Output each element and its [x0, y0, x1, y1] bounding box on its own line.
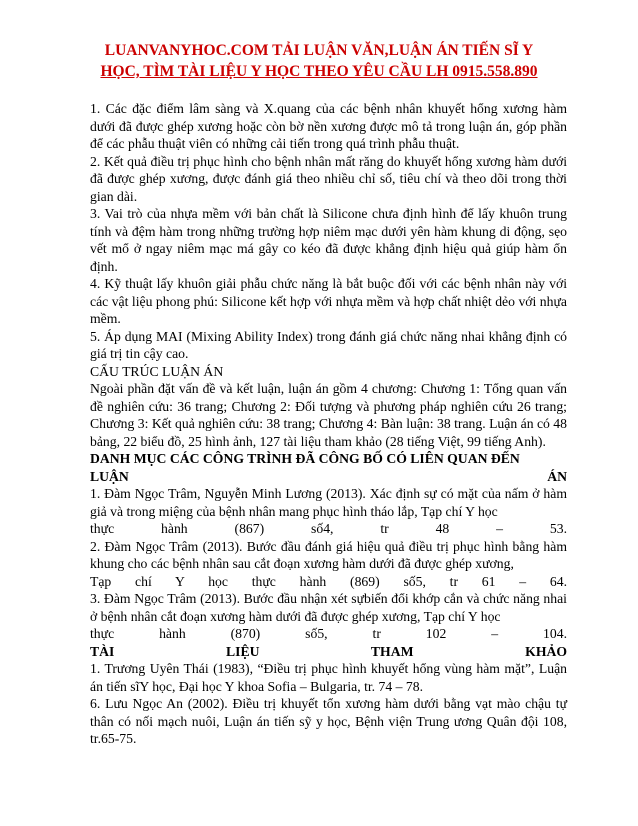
- site-header: [60, 40, 578, 82]
- publication-2-last-line: Tạp chí Y học thực hành (869) số5, tr 61 – 64.: [90, 573, 567, 589]
- publication-1: [90, 485, 567, 520]
- publications-heading-line-2: LUẬN ÁN: [90, 468, 567, 484]
- document-body: [90, 100, 567, 748]
- conclusion-5: 5. Áp dụng MAI (Mixing Ability Index) trong đánh giá chức năng nhai khẳng định có giá trị tin cậy cao.: [90, 328, 567, 361]
- publications-heading-line-1: DANH MỤC CÁC CÔNG TRÌNH ĐÃ CÔNG BỐ CÓ LIÊN QUAN ĐẾN: [90, 451, 520, 466]
- publication-3: [90, 590, 567, 625]
- reference-1: 1. Trương Uyên Thái (1983), “Điều trị phục hình khuyết hổng vùng hàm mặt”, Luận án tiến sĩY học, Đại học Y khoa Sofia – Bulgaria, tr. 74 – 78.: [90, 661, 567, 694]
- header-line-1: LUANVANYHOC.COM TẢI LUẬN VĂN,LUẬN ÁN TIẾN SĨ Y: [104, 42, 534, 59]
- reference-6: 6. Lưu Ngọc An (2002). Điều trị khuyết tổn xương hàm dưới bằng vạt mào chậu tự thân có nối mạch nuôi, Luận án tiến sỹ y học, Bệnh viện Trung ương Quân đội 108, tr.65-75.: [90, 696, 567, 746]
- conclusion-1: 1. Các đặc điểm lâm sàng và X.quang của các bệnh nhân khuyết hổng xương hàm dưới đã được ghép xương hoặc còn bờ nền xương được mô tả trong luận án, góp phần để các phẫu thuật viên có những cải tiến trong quá trình phẫu thuật.: [90, 101, 567, 151]
- publication-2: [90, 538, 567, 573]
- publication-2-text: 2. Đàm Ngọc Trâm (2013). Bước đầu đánh giá hiệu quả điều trị phục hình bằng hàm khung cho các bệnh nhân sau cắt đoạn xương hàm dưới đã được ghép xương,: [90, 538, 567, 571]
- publication-1-last-line: thực hành (867) số4, tr 48 – 53.: [90, 521, 567, 536]
- conclusion-3: 3. Vai trò của nhựa mềm với bản chất là Silicone chưa định hình để lấy khuôn trung tính và đệm hàm trong những trường hợp niêm mạc dưới yên hàm khung di động, sẹo vết mổ ở ngay niêm mạc má gây co kéo đã được khẳng định hiệu quả giúp hàm ổn định.: [90, 206, 567, 274]
- references-heading: TÀI LIỆU THAM KHẢO: [90, 643, 567, 659]
- header-line-2: HỌC, TÌM TÀI LIỆU Y HỌC THEO YÊU CẦU LH 0915.558.890: [100, 63, 538, 80]
- conclusion-4: 4. Kỹ thuật lấy khuôn giải phẫu chức năng là bắt buộc đối với các bệnh nhân này với các vật liệu phong phú: Silicone kết hợp với nhựa mềm và hợp chất nhiệt dẻo với nhựa mềm.: [90, 276, 567, 326]
- conclusion-2: 2. Kết quả điều trị phục hình cho bệnh nhân mất răng do khuyết hổng xương hàm dưới đã được ghép xương, được đánh giá theo nhiều chỉ số, tiêu chí và theo dõi trong thời gian dài.: [90, 153, 567, 204]
- publication-3-last-line: thực hành (870) số5, tr 102 – 104.: [90, 626, 567, 641]
- structure-heading: CẤU TRÚC LUẬN ÁN: [90, 363, 224, 379]
- structure-text: Ngoài phần đặt vấn đề và kết luận, luận án gồm 4 chương: Chương 1: Tổng quan vấn đề nghiên cứu: 36 trang; Chương 2: Đối tượng và phương pháp nghiên cứu 26 trang; Chương 3: Kết quả nghiên cứu: 38 trang; Chương 4: Bàn luận: 38 trang. Luận án có 48 bảng, 22 biểu đồ, 25 hình ảnh, 127 tài liệu tham khảo (28 tiếng Việt, 99 tiếng Anh).: [90, 381, 567, 449]
- publication-1-text: 1. Đàm Ngọc Trâm, Nguyễn Minh Lương (2013). Xác định sự có mặt của nấm ở hàm giả và trong miệng của bệnh nhân mang phục hình tháo lắp, Tạp chí Y học: [90, 486, 567, 519]
- publication-3-text: 3. Đàm Ngọc Trâm (2013). Bước đầu nhận xét sựbiến đổi khớp cắn và chức năng nhai ở bệnh nhân cắt đoạn xương hàm dưới đã được ghép xương, Tạp chí Y học: [90, 591, 567, 624]
